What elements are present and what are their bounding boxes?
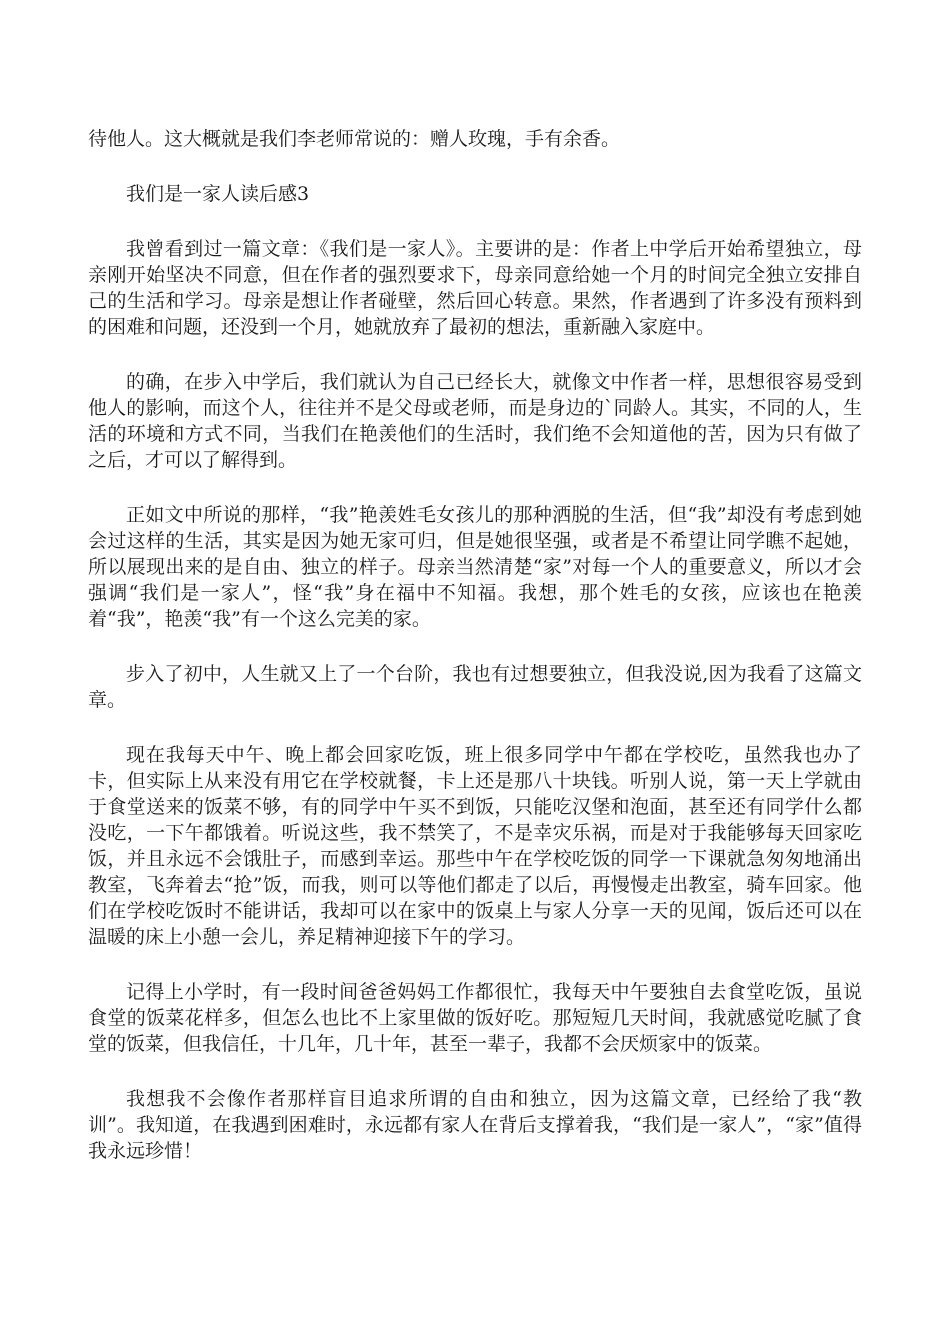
intro-paragraph: 待他人。这大概就是我们李老师常说的：赠人玫瑰，手有余香。 xyxy=(88,128,621,150)
body-paragraph-3: 正如文中所说的那样，“我”艳羡姓毛女孩儿的那种洒脱的生活，但“我”却没有考虑到她会过这样的生活，其实是因为她无家可归，但是她很坚强，或者是不希望让同学瞧不起她，所以展现出来的是自由、独立的样子。母亲当然清楚“家”对每一个人的重要意义，所以才会强调“我们是一家人”，怪“我”身在福中不知福。我想，那个姓毛的女孩，应该也在艳羡着“我”，艳羡“我”有一个这么完美的家。 xyxy=(88,504,862,630)
body-paragraph-4: 步入了初中，人生就又上了一个台阶，我也有过想要独立，但我没说,因为我看了这篇文章。 xyxy=(88,663,862,711)
body-paragraph-1: 我曾看到过一篇文章：《我们是一家人》。主要讲的是：作者上中学后开始希望独立，母亲刚开始坚决不同意，但在作者的强烈要求下，母亲同意给她一个月的时间完全独立安排自己的生活和学习。母亲是想让作者碰壁，然后回心转意。果然，作者遇到了许多没有预料到的困难和问题，还没到一个月，她就放弃了最初的想法，重新融入家庭中。 xyxy=(88,238,862,338)
body-paragraph-7: 我想我不会像作者那样盲目追求所谓的自由和独立，因为这篇文章，已经给了我“教训”。我知道，在我遇到困难时，永远都有家人在背后支撑着我，“我们是一家人”，“家”值得我永远珍惜！ xyxy=(88,1088,862,1162)
document-page xyxy=(88,126,862,1193)
body-paragraph-5: 现在我每天中午、晚上都会回家吃饭，班上很多同学中午都在学校吃，虽然我也办了卡，但实际上从来没有用它在学校就餐，卡上还是那八十块钱。听别人说，第一天上学就由于食堂送来的饭菜不够，有的同学中午买不到饭，只能吃汉堡和泡面，甚至还有同学什么都没吃，一下午都饿着。听说这些，我不禁笑了，不是幸灾乐祸，而是对于我能够每天回家吃饭，并且永远不会饿肚子，而感到幸运。那些中午在学校吃饭的同学一下课就急匆匆地涌出教室，飞奔着去“抢”饭，而我，则可以等他们都走了以后，再慢慢走出教室，骑车回家。他们在学校吃饭时不能讲话，我却可以在家中的饭桌上与家人分享一天的见闻，饭后还可以在温暖的床上小憩一会儿，养足精神迎接下午的学习。 xyxy=(88,744,862,948)
section-title: 我们是一家人读后感3 xyxy=(126,183,310,205)
body-paragraph-6: 记得上小学时，有一段时间爸爸妈妈工作都很忙，我每天中午要独自去食堂吃饭，虽说食堂的饭菜花样多，但怎么也比不上家里做的饭好吃。那短短几天时间，我就感觉吃腻了食堂的饭菜，但我信任，十几年，几十年，甚至一辈子，我都不会厌烦家中的饭菜。 xyxy=(88,981,862,1055)
body-paragraph-2: 的确，在步入中学后，我们就认为自己已经长大，就像文中作者一样，思想很容易受到他人的影响，而这个人，往往并不是父母或老师，而是身边的`同龄人。其实，不同的人，生活的环境和方式不同，当我们在艳羡他们的生活时，我们绝不会知道他的苦，因为只有做了之后，才可以了解得到。 xyxy=(88,371,862,471)
